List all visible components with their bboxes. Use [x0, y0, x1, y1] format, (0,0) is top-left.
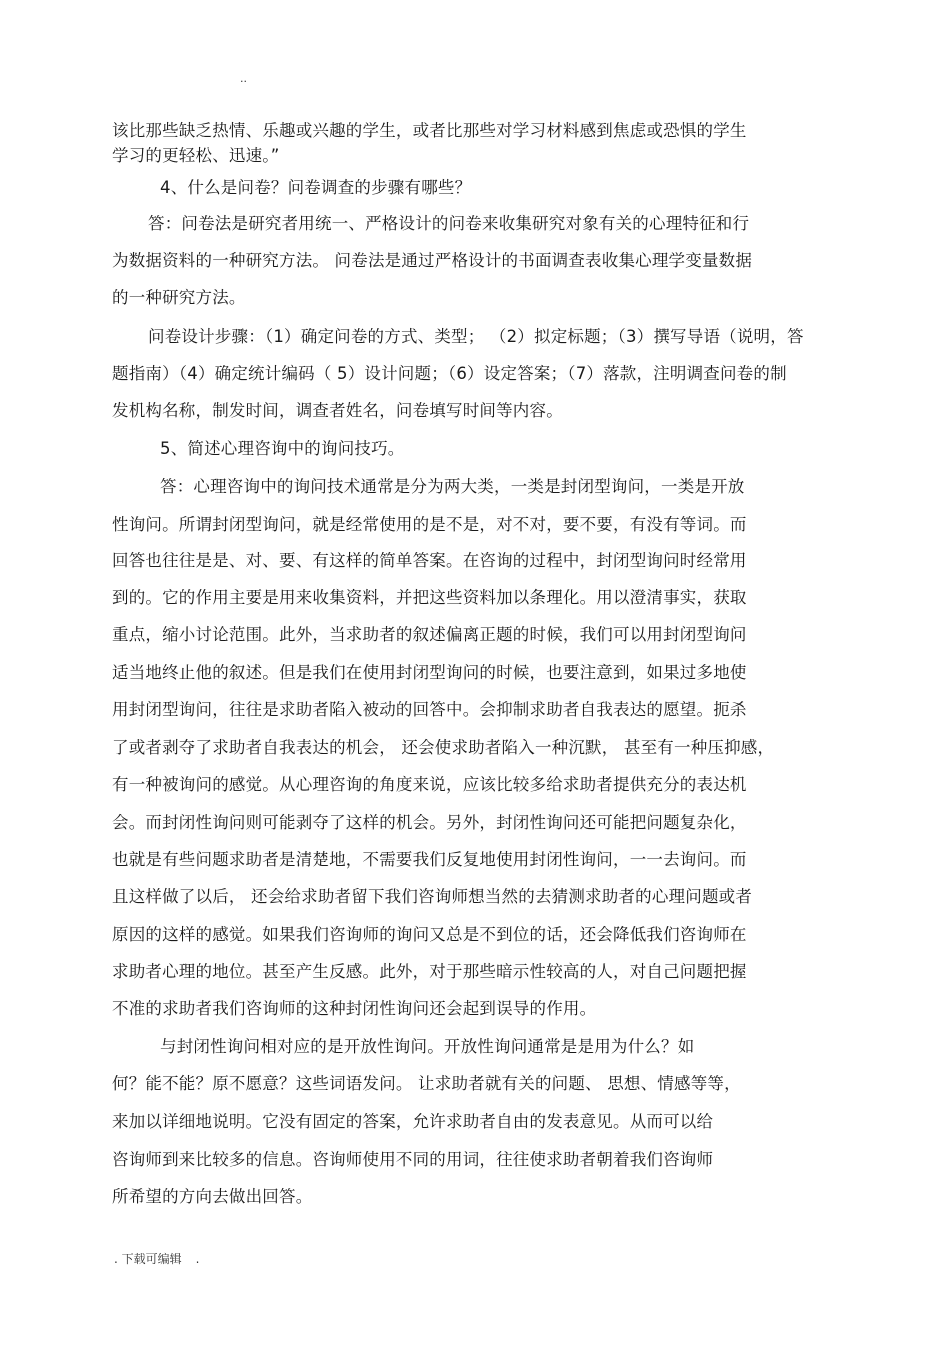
text-line: 到的。它的作用主要是用来收集资料，并把这些资料加以条理化。用以澄清事实，获取 — [112, 588, 747, 607]
text-line: 的一种研究方法。 — [112, 288, 246, 307]
text-line: 也就是有些问题求助者是清楚地，不需要我们反复地使用封闭性询问，一一去询问。而 — [112, 850, 747, 869]
question-heading: 5、简述心理咨询中的询问技巧。 — [160, 439, 405, 458]
text-line: 回答也往往是是、对、要、有这样的简单答案。在咨询的过程中，封闭型询问时经常用 — [112, 551, 747, 570]
text-line: 不准的求助者我们咨询师的这种封闭性询问还会起到误导的作用。 — [112, 999, 597, 1018]
text-line: 该比那些缺乏热情、乐趣或兴趣的学生，或者比那些对学习材料感到焦虑或恐惧的学生 — [112, 121, 747, 140]
text-line: 来加以详细地说明。它没有固定的答案，允许求助者自由的发表意见。从而可以给 — [112, 1112, 714, 1131]
footer-text: . 下载可编辑 — [114, 1252, 182, 1266]
text-line: 性询问。所谓封闭型询问，就是经常使用的是不是，对不对，要不要，有没有等词。而 — [112, 515, 747, 534]
header-mark: .. — [240, 72, 247, 85]
page-footer — [114, 1250, 199, 1267]
text-line: 咨询师到来比较多的信息。咨询师使用不同的用词，往往使求助者朝着我们咨询师 — [112, 1150, 714, 1169]
text-line: 学习的更轻松、迅速。” — [112, 146, 280, 165]
text-line: 问卷设计步骤：（1）确定问卷的方式、类型； （2）拟定标题；（3）撰写导语（说明，答 — [148, 327, 804, 346]
paragraph-start: 与封闭性询问相对应的是开放性询问。开放性询问通常是是用为什么？如 — [160, 1037, 695, 1056]
text-line: 原因的这样的感觉。如果我们咨询师的询问又总是不到位的话，还会降低我们咨询师在 — [112, 925, 747, 944]
footer-dot: . — [195, 1252, 200, 1266]
answer-line: 答：心理咨询中的询问技术通常是分为两大类，一类是封闭型询问，一类是开放 — [160, 477, 745, 496]
text-line: 会。而封闭性询问则可能剥夺了这样的机会。另外，封闭性询问还可能把问题复杂化， — [112, 813, 747, 832]
text-line: 发机构名称，制发时间，调查者姓名，问卷填写时间等内容。 — [112, 401, 563, 420]
text-line: 题指南）（4）确定统计编码（ 5）设计问题；（6）设定答案；（7）落款，注明调查问卷的制 — [112, 364, 787, 383]
text-line: 求助者心理的地位。甚至产生反感。此外，对于那些暗示性较高的人，对自己问题把握 — [112, 962, 747, 981]
text-line: 重点，缩小讨论范围。此外，当求助者的叙述偏离正题的时候，我们可以用封闭型询问 — [112, 625, 747, 644]
text-line: 有一种被询问的感觉。从心理咨询的角度来说，应该比较多给求助者提供充分的表达机 — [112, 775, 747, 794]
text-line: 了或者剥夺了求助者自我表达的机会， 还会使求助者陷入一种沉默， 甚至有一种压抑感， — [112, 738, 775, 757]
text-line: 所希望的方向去做出回答。 — [112, 1187, 313, 1206]
text-line: 且这样做了以后， 还会给求助者留下我们咨询师想当然的去猜测求助者的心理问题或者 — [112, 887, 753, 906]
text-line: 为数据资料的一种研究方法。 问卷法是通过严格设计的书面调查表收集心理学变量数据 — [112, 251, 753, 270]
answer-line: 答：问卷法是研究者用统一、严格设计的问卷来收集研究对象有关的心理特征和行 — [148, 214, 750, 233]
text-line: 用封闭型询问，往往是求助者陷入被动的回答中。会抑制求助者自我表达的愿望。扼杀 — [112, 700, 747, 719]
question-heading: 4、什么是问卷？问卷调查的步骤有哪些？ — [160, 178, 472, 197]
text-line: 何？能不能？原不愿意？这些词语发问。 让求助者就有关的问题、 思想、情感等等， — [112, 1074, 741, 1093]
text-line: 适当地终止他的叙述。但是我们在使用封闭型询问的时候，也要注意到，如果过多地使 — [112, 663, 747, 682]
